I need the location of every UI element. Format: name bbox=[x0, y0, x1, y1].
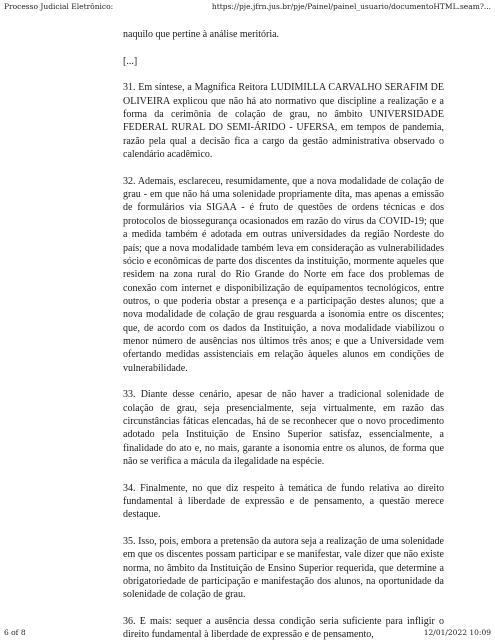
paragraph-33: 33. Diante desse cenário, apesar de não haver a tradicional solenidade de colação de grau, seja presencialmente, seja virtualmente, em razão das circunstâncias fáticas elencadas, há de se reconhecer que o novo procedimento adotado pela Instituição de Ensino Superior satisfaz, essencialmente, a finalidade do ato e, no mais, garante a isonomia entre os alunos, de forma que não se verifica a mácula da ilegalidade na espécie. bbox=[123, 389, 444, 467]
document-body bbox=[123, 28, 444, 642]
paragraph-34: 34. Finalmente, no que diz respeito à temática de fundo relativa ao direito fundamental à liberdade de expressão e de pensamento, a questão merece destaque. bbox=[123, 482, 444, 521]
print-footer bbox=[4, 628, 491, 637]
page-number: 6 of 8 bbox=[4, 628, 26, 637]
header-url: https://pje.jfrn.jus.br/pje/Painel/painel_usuario/documentoHTML.seam?... bbox=[211, 2, 491, 11]
paragraph-32: 32. Ademais, esclareceu, resumidamente, que a nova modalidade de colação de grau - em que não há uma solenidade propriamente dita, mas apenas a emissão de formulários via SIGAA - é fruto de questões de ordens técnicas e dos protocolos de biossegurança ocasionados em razão do vírus da COVID-19; que a medida também é adotada em outras universidades da região Nordeste do país; que a nova modalidade também leva em consideração as vulnerabilidades sócio e econômicas de parte dos discentes da instituição, mormente aqueles que residem na zona rural do Rio Grande do Norte em face dos problemas de conexão com internet e disponibilização de equipamentos tecnológicos, entre outros, o que poderia obstar a presença e a participação destes alunos; que a nova modalidade de colação de grau resguarda a isonomia entre os discentes; que, de acordo com os dados da Instituição, a nova modalidade viabilizou o menor número de ausências nos últimos três anos; e que a Universidade vem ofertando medidas assistenciais em relação àqueles alunos em condições de vulnerabilidade. bbox=[123, 175, 444, 374]
paragraph-intro: naquilo que pertine à análise meritória. bbox=[123, 29, 280, 40]
paragraph-31: 31. Em síntese, a Magnífica Reitora LUDIMILLA CARVALHO SERAFIM DE OLIVEIRA explicou que não há ato normativo que discipline a realização e a forma da cerimônia de colação de grau, no âmbito UNIVERSIDADE FEDERAL RURAL DO SEMI-ÁRIDO - UFERSA, em tempos de pandemia, razão pela qual a decisão fica a cargo da gestão administrativa observado o calendário acadêmico. bbox=[123, 82, 444, 161]
paragraph-ellipsis: [...] bbox=[123, 55, 138, 67]
print-header bbox=[4, 2, 491, 11]
paragraph-35: 35. Isso, pois, embora a pretensão da autora seja a realização de uma solenidade em que os discentes possam participar e se manifestar, vale dizer que não existe norma, no âmbito da Instituição de Ensino Superior requerida, que determine a obrigatoriedade de participação e manifestação dos alunos, na oportunidade da solenidade de colação de grau. bbox=[123, 536, 444, 601]
paragraph-36: 36. E mais: sequer a ausência dessa condição seria suficiente para infligir o direito fundamental à liberdade de expressão e de pensamento, bbox=[123, 616, 444, 641]
header-title: Processo Judicial Eletrônico: bbox=[4, 2, 114, 11]
print-datetime: 12/01/2022 10:09 bbox=[423, 628, 491, 637]
